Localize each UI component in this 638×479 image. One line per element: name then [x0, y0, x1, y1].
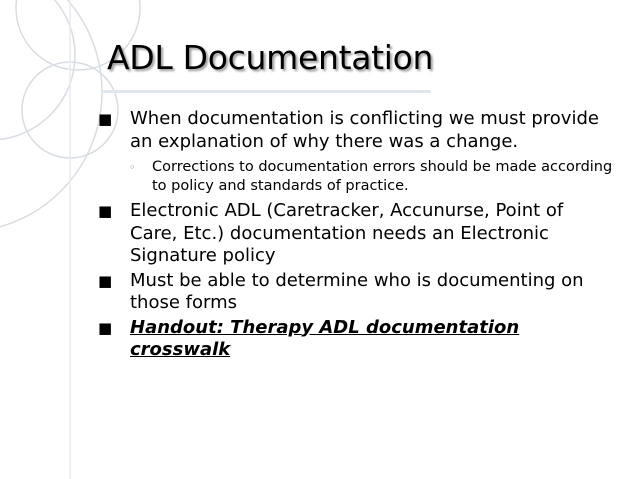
bullet-text: Must be able to determine who is documenting on those forms — [130, 269, 584, 313]
square-bullet-icon: ■ — [98, 318, 113, 337]
square-bullet-icon: ■ — [98, 110, 113, 128]
handout-link[interactable]: Handout: Therapy ADL documentation crosswalk — [130, 316, 520, 360]
slide-title: ADL Documentation — [107, 38, 434, 77]
square-bullet-icon: ■ — [98, 202, 113, 220]
title-underline — [103, 90, 431, 93]
slide-body — [96, 108, 616, 362]
bullet-item — [96, 270, 616, 315]
deco-ring-medium — [0, 0, 75, 140]
bullet-item — [96, 200, 616, 268]
bullet-item — [96, 108, 616, 153]
bullet-text: When documentation is conflicting we must provide an explanation of why there was a change. — [130, 108, 599, 152]
deco-ring-large — [0, 0, 102, 232]
square-bullet-icon: ■ — [98, 271, 113, 290]
bullet-item — [96, 317, 616, 362]
sub-bullet-text: Corrections to documentation errors should be made according to policy and standards of practice. — [152, 159, 613, 194]
circle-bullet-icon: ◦ — [129, 161, 136, 174]
sub-bullet-item — [96, 158, 616, 196]
bullet-text: Electronic ADL (Caretracker, Accunurse, Point of Care, Etc.) documentation needs an Electronic Signature policy — [130, 200, 564, 266]
